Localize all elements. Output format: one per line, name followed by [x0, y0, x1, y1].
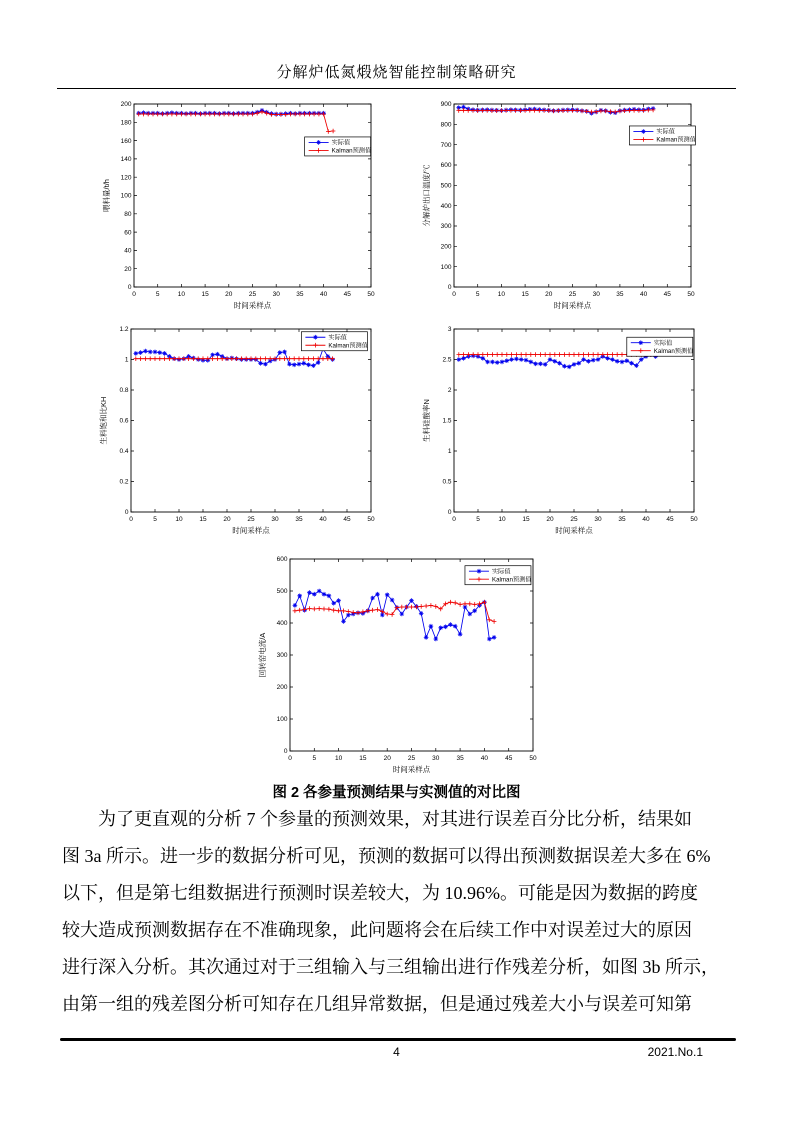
svg-text:时间采样点: 时间采样点 [553, 301, 592, 310]
svg-text:120: 120 [120, 174, 132, 182]
svg-text:Kalman预测值: Kalman预测值 [491, 576, 532, 584]
svg-text:分解炉出口温度/℃: 分解炉出口温度/℃ [422, 164, 431, 227]
figure-caption: 图 2 各参量预测结果与实测值的对比图 [272, 785, 521, 801]
svg-text:1.5: 1.5 [442, 417, 452, 425]
svg-text:10: 10 [175, 516, 183, 523]
svg-text:20: 20 [546, 516, 554, 523]
svg-text:900: 900 [440, 101, 452, 109]
svg-text:1.2: 1.2 [119, 326, 129, 334]
svg-text:0: 0 [132, 291, 136, 298]
issue-label: 2021.No.1 [647, 1045, 703, 1059]
svg-text:25: 25 [248, 291, 257, 298]
svg-text:40: 40 [124, 247, 132, 255]
svg-text:时间采样点: 时间采样点 [232, 526, 270, 535]
svg-text:20: 20 [223, 516, 231, 523]
footer-divider [60, 1038, 736, 1041]
svg-text:200: 200 [120, 101, 132, 109]
svg-text:0.5: 0.5 [442, 478, 452, 486]
svg-text:140: 140 [120, 156, 132, 164]
svg-text:时间采样点: 时间采样点 [555, 526, 593, 535]
svg-text:45: 45 [343, 516, 351, 523]
svg-text:5: 5 [153, 516, 157, 523]
chart-silica-modulus [420, 320, 706, 538]
svg-text:180: 180 [120, 119, 132, 127]
svg-text:30: 30 [592, 291, 600, 298]
chart-feed-rate [100, 95, 383, 313]
svg-text:40: 40 [319, 291, 328, 298]
svg-text:800: 800 [440, 121, 452, 129]
svg-text:100: 100 [120, 192, 132, 200]
svg-text:2.5: 2.5 [442, 356, 452, 364]
svg-text:0: 0 [283, 748, 288, 756]
svg-text:时间采样点: 时间采样点 [392, 765, 431, 774]
svg-text:Kalman预测值: Kalman预测值 [656, 136, 696, 144]
svg-text:45: 45 [663, 291, 671, 298]
svg-text:实际值: 实际值 [653, 339, 673, 347]
svg-text:20: 20 [383, 755, 391, 762]
svg-text:5: 5 [475, 291, 480, 298]
svg-text:300: 300 [276, 652, 288, 660]
svg-text:700: 700 [440, 141, 452, 149]
svg-text:400: 400 [440, 202, 452, 210]
chart-kh-ratio [97, 320, 383, 538]
svg-text:0: 0 [288, 755, 292, 762]
svg-text:80: 80 [124, 211, 132, 218]
svg-text:50: 50 [529, 755, 537, 762]
svg-text:25: 25 [407, 755, 416, 762]
svg-text:Kalman预测值: Kalman预测值 [328, 342, 368, 350]
svg-text:35: 35 [618, 516, 626, 523]
svg-text:生料饱和比KH: 生料饱和比KH [99, 396, 108, 445]
svg-text:0: 0 [127, 284, 132, 292]
svg-text:10: 10 [334, 755, 343, 762]
svg-text:喂料量/t/h: 喂料量/t/h [102, 179, 111, 212]
svg-text:30: 30 [271, 516, 279, 523]
svg-text:45: 45 [343, 291, 351, 298]
svg-text:35: 35 [456, 755, 464, 762]
svg-text:10: 10 [177, 291, 186, 298]
svg-text:10: 10 [498, 516, 506, 523]
svg-text:100: 100 [276, 716, 288, 724]
svg-text:500: 500 [276, 588, 288, 596]
svg-text:0.4: 0.4 [119, 448, 129, 456]
svg-text:35: 35 [616, 291, 624, 298]
svg-text:600: 600 [276, 556, 288, 564]
svg-text:35: 35 [295, 516, 303, 523]
svg-text:30: 30 [272, 291, 280, 298]
svg-text:50: 50 [367, 516, 375, 523]
svg-text:0.2: 0.2 [119, 478, 129, 486]
svg-text:200: 200 [276, 684, 288, 692]
svg-text:30: 30 [594, 516, 602, 523]
svg-text:50: 50 [690, 516, 698, 523]
paragraph-line: 由第一组的残差图分析可知存在几组异常数据，但是通过残差大小与误差可知第 [62, 994, 692, 1014]
svg-text:0: 0 [124, 509, 129, 517]
svg-text:40: 40 [480, 755, 489, 762]
svg-text:35: 35 [296, 291, 304, 298]
svg-text:5: 5 [476, 516, 480, 523]
svg-text:160: 160 [120, 137, 132, 145]
paragraph-line: 以下，但是第七组数据进行预测时误差较大，为 10.96%。可能是因为数据的跨度 [62, 883, 698, 903]
svg-text:0.6: 0.6 [119, 417, 129, 425]
svg-text:20: 20 [225, 291, 233, 298]
page-header-title: 分解炉低氮煅烧智能控制策略研究 [276, 65, 517, 81]
paragraph-line: 为了更直观的分析 7 个参量的预测效果，对其进行误差百分比分析，结果如 [98, 809, 692, 829]
svg-text:300: 300 [440, 223, 452, 231]
paragraph-line: 较大造成预测数据存在不准确现象，此问题将会在后续工作中对误差过大的原因 [62, 920, 692, 940]
svg-text:45: 45 [505, 755, 513, 762]
body-paragraph [62, 801, 734, 1023]
svg-text:0: 0 [452, 291, 456, 298]
svg-text:3: 3 [447, 326, 452, 334]
svg-text:1: 1 [124, 356, 129, 364]
svg-text:时间采样点: 时间采样点 [233, 301, 272, 310]
svg-text:20: 20 [545, 291, 553, 298]
svg-text:40: 40 [642, 516, 650, 523]
svg-text:30: 30 [432, 755, 440, 762]
svg-text:15: 15 [522, 516, 530, 523]
svg-text:25: 25 [247, 516, 255, 523]
paragraph-line: 进行深入分析。其次通过对于三组输入与三组输出进行作残差分析，如图 3b 所示， [62, 957, 719, 977]
svg-text:生料硅酸率N: 生料硅酸率N [422, 399, 431, 442]
chart-kiln-current [256, 550, 545, 777]
svg-text:1: 1 [447, 448, 452, 456]
svg-text:0: 0 [447, 284, 452, 292]
page-number: 4 [393, 1045, 400, 1059]
svg-text:500: 500 [440, 182, 452, 190]
svg-text:Kalman预测值: Kalman预测值 [331, 147, 372, 155]
svg-text:25: 25 [568, 291, 577, 298]
svg-text:10: 10 [497, 291, 506, 298]
svg-text:15: 15 [199, 516, 207, 523]
svg-text:45: 45 [666, 516, 674, 523]
svg-text:实际值: 实际值 [656, 128, 675, 136]
svg-text:5: 5 [155, 291, 160, 298]
svg-text:60: 60 [124, 229, 132, 237]
svg-text:40: 40 [639, 291, 648, 298]
svg-text:实际值: 实际值 [491, 568, 511, 576]
header-divider [57, 88, 736, 89]
svg-text:15: 15 [201, 291, 209, 298]
svg-text:0: 0 [447, 509, 452, 517]
svg-text:0: 0 [452, 516, 456, 523]
svg-text:400: 400 [276, 620, 288, 628]
svg-text:20: 20 [124, 265, 132, 273]
svg-text:回转窑电流/A: 回转窑电流/A [258, 632, 267, 678]
svg-text:100: 100 [440, 263, 452, 271]
svg-text:50: 50 [367, 291, 375, 298]
svg-text:40: 40 [319, 516, 327, 523]
svg-text:15: 15 [521, 291, 529, 298]
svg-text:600: 600 [440, 162, 452, 170]
paragraph-line: 图 3a 所示。进一步的数据分析可见，预测的数据可以得出预测数据误差大多在 6% [62, 846, 711, 866]
svg-text:200: 200 [440, 243, 452, 251]
svg-text:实际值: 实际值 [331, 139, 351, 147]
svg-text:0.8: 0.8 [119, 387, 129, 395]
svg-text:5: 5 [312, 755, 317, 762]
svg-text:0: 0 [129, 516, 133, 523]
svg-text:25: 25 [570, 516, 578, 523]
svg-text:50: 50 [687, 291, 695, 298]
svg-text:15: 15 [359, 755, 367, 762]
chart-outlet-temperature [420, 95, 703, 313]
svg-text:实际值: 实际值 [328, 334, 347, 342]
svg-text:2: 2 [447, 387, 452, 395]
svg-text:Kalman预测值: Kalman预测值 [653, 347, 694, 355]
